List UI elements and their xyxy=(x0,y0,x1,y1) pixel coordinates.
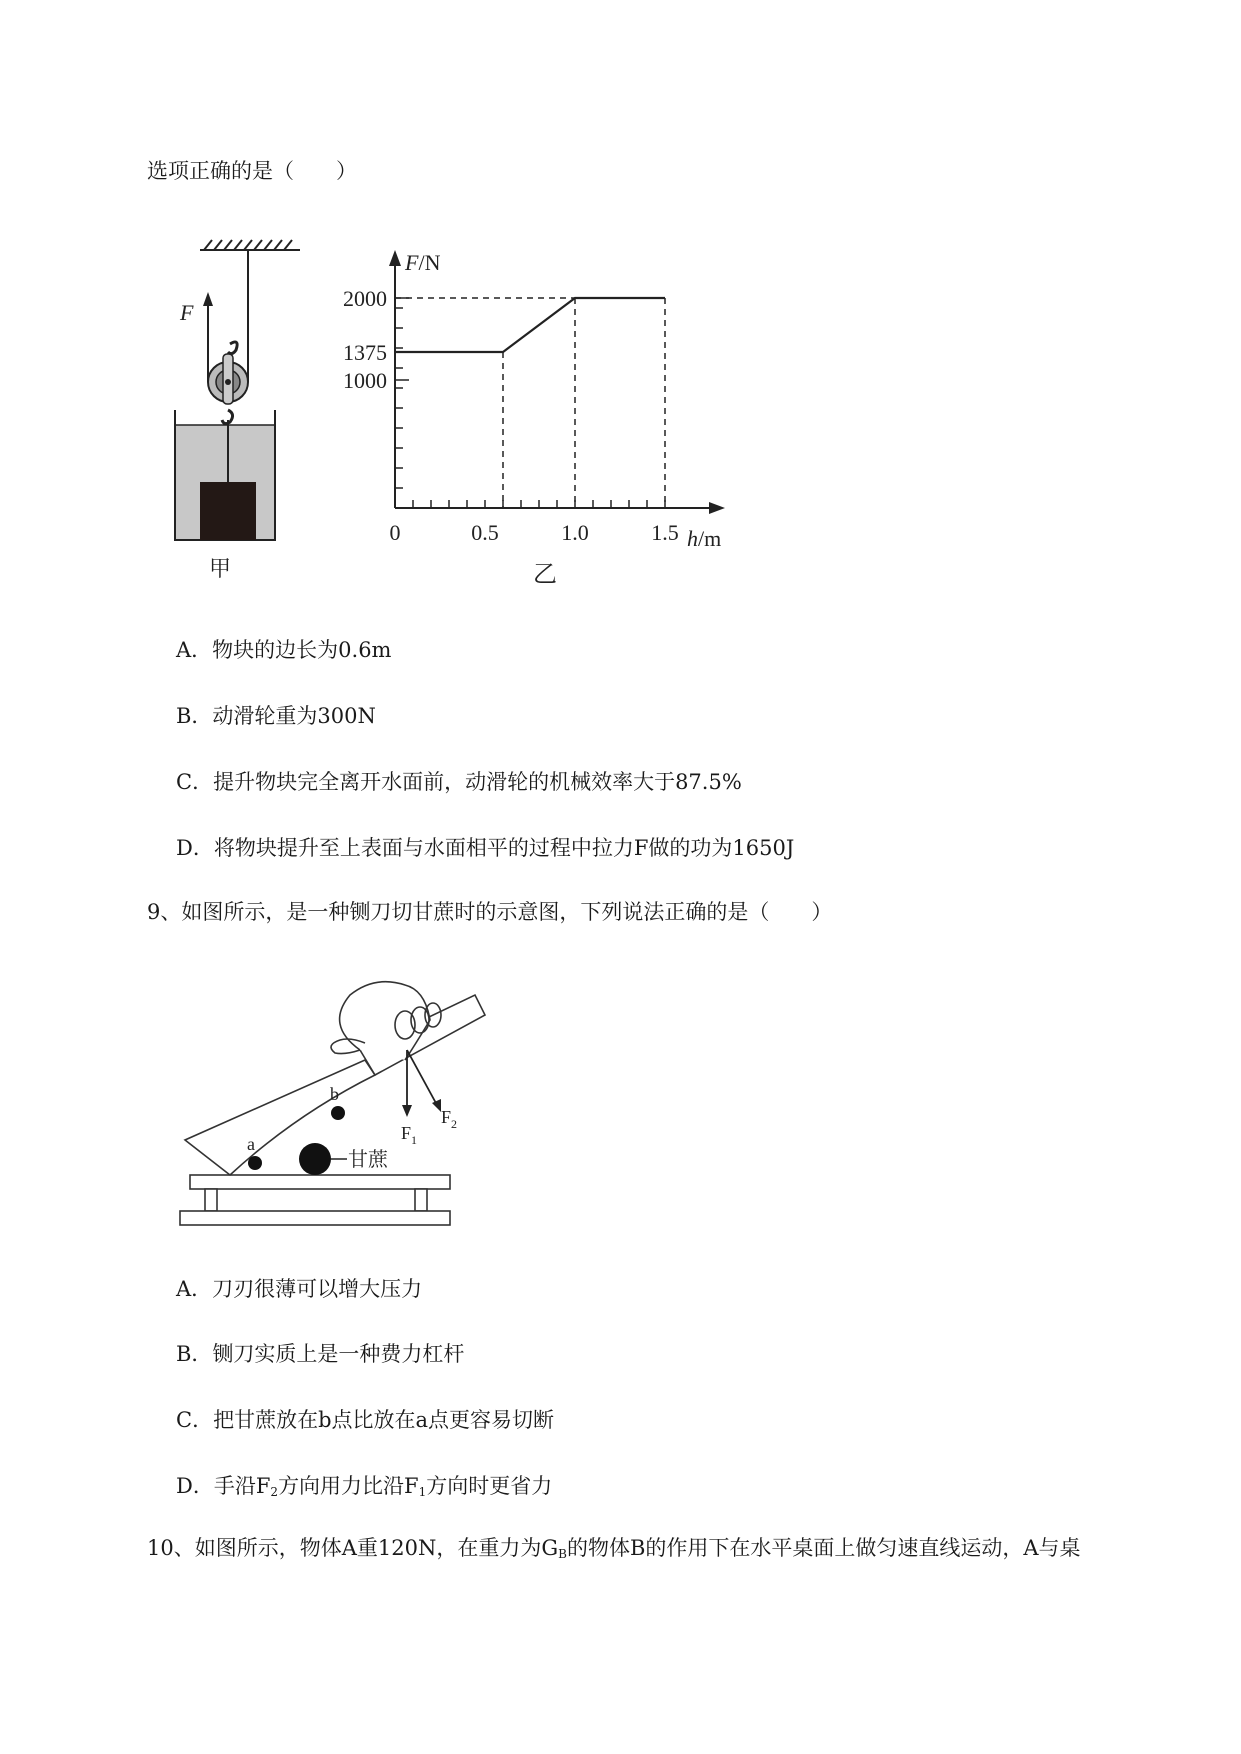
label-a: a xyxy=(247,1134,255,1154)
question-8-tail: 选项正确的是（ ） xyxy=(147,159,357,183)
question-9-stem: 9、如图所示，是一种铡刀切甘蔗时的示意图，下列说法正确的是（ ） xyxy=(147,900,833,924)
x-tick-label: 0.5 xyxy=(471,520,499,545)
force-arrow-up xyxy=(203,292,213,306)
point-b xyxy=(331,1106,345,1120)
q8-option-b: B．动滑轮重为300N xyxy=(176,704,376,728)
y-tick-label: 2000 xyxy=(343,286,387,311)
force-label-f: F xyxy=(180,300,194,325)
blade xyxy=(185,1060,375,1175)
label-f2: $F_2$ xyxy=(441,1107,458,1131)
y-axis-label: F/N xyxy=(405,250,441,275)
label-f1: $F_1$ xyxy=(401,1123,418,1147)
block xyxy=(200,482,256,540)
y-tick-label: 1375 xyxy=(343,340,387,365)
y-axis-arrow xyxy=(389,250,401,266)
label-b: b xyxy=(330,1084,339,1104)
question-10-stem: 10、如图所示，物体A重120N，在重力为$G_B$的物体B的作用下在水平桌面上做匀速直线运动，A与桌 xyxy=(147,1536,1081,1561)
q9-option-a: A．刀刃很薄可以增大压力 xyxy=(176,1277,423,1301)
force-arrow-f2 xyxy=(432,1099,441,1112)
caption-yi: 乙 xyxy=(533,562,557,588)
q8-option-a: A．物块的边长为0.6m xyxy=(176,638,392,662)
x-tick-label: 1.0 xyxy=(561,520,589,545)
q9-option-d: D．手沿$F_2$方向用力比沿$F_1$方向时更省力 xyxy=(176,1474,553,1499)
table-base xyxy=(180,1211,450,1225)
force-arrow-f1 xyxy=(402,1105,412,1117)
figure-8-apparatus xyxy=(160,220,320,590)
cutting-board xyxy=(190,1175,450,1189)
sugarcane xyxy=(299,1143,331,1175)
figure-8-chart xyxy=(335,250,735,590)
q9-option-b: B．铡刀实质上是一种费力杠杆 xyxy=(176,1342,465,1366)
x-axis-label: h/m xyxy=(687,526,722,551)
x-axis-arrow xyxy=(709,502,725,514)
q8-option-c: C．提升物块完全离开水面前，动滑轮的机械效率大于87.5% xyxy=(176,770,742,794)
series-line xyxy=(395,298,665,352)
figure-9-cutter xyxy=(175,965,505,1235)
x-tick-label: 1.5 xyxy=(651,520,679,545)
q8-option-d: D．将物块提升至上表面与水面相平的过程中拉力F做的功为1650J xyxy=(176,836,795,860)
point-a xyxy=(248,1156,262,1170)
q9-option-c: C．把甘蔗放在b点比放在a点更容易切断 xyxy=(176,1408,555,1432)
caption-jia: 甲 xyxy=(208,556,232,581)
label-sugarcane: 甘蔗 xyxy=(348,1149,388,1171)
y-tick-label: 1000 xyxy=(343,368,387,393)
x-tick-label: 0 xyxy=(389,520,401,545)
